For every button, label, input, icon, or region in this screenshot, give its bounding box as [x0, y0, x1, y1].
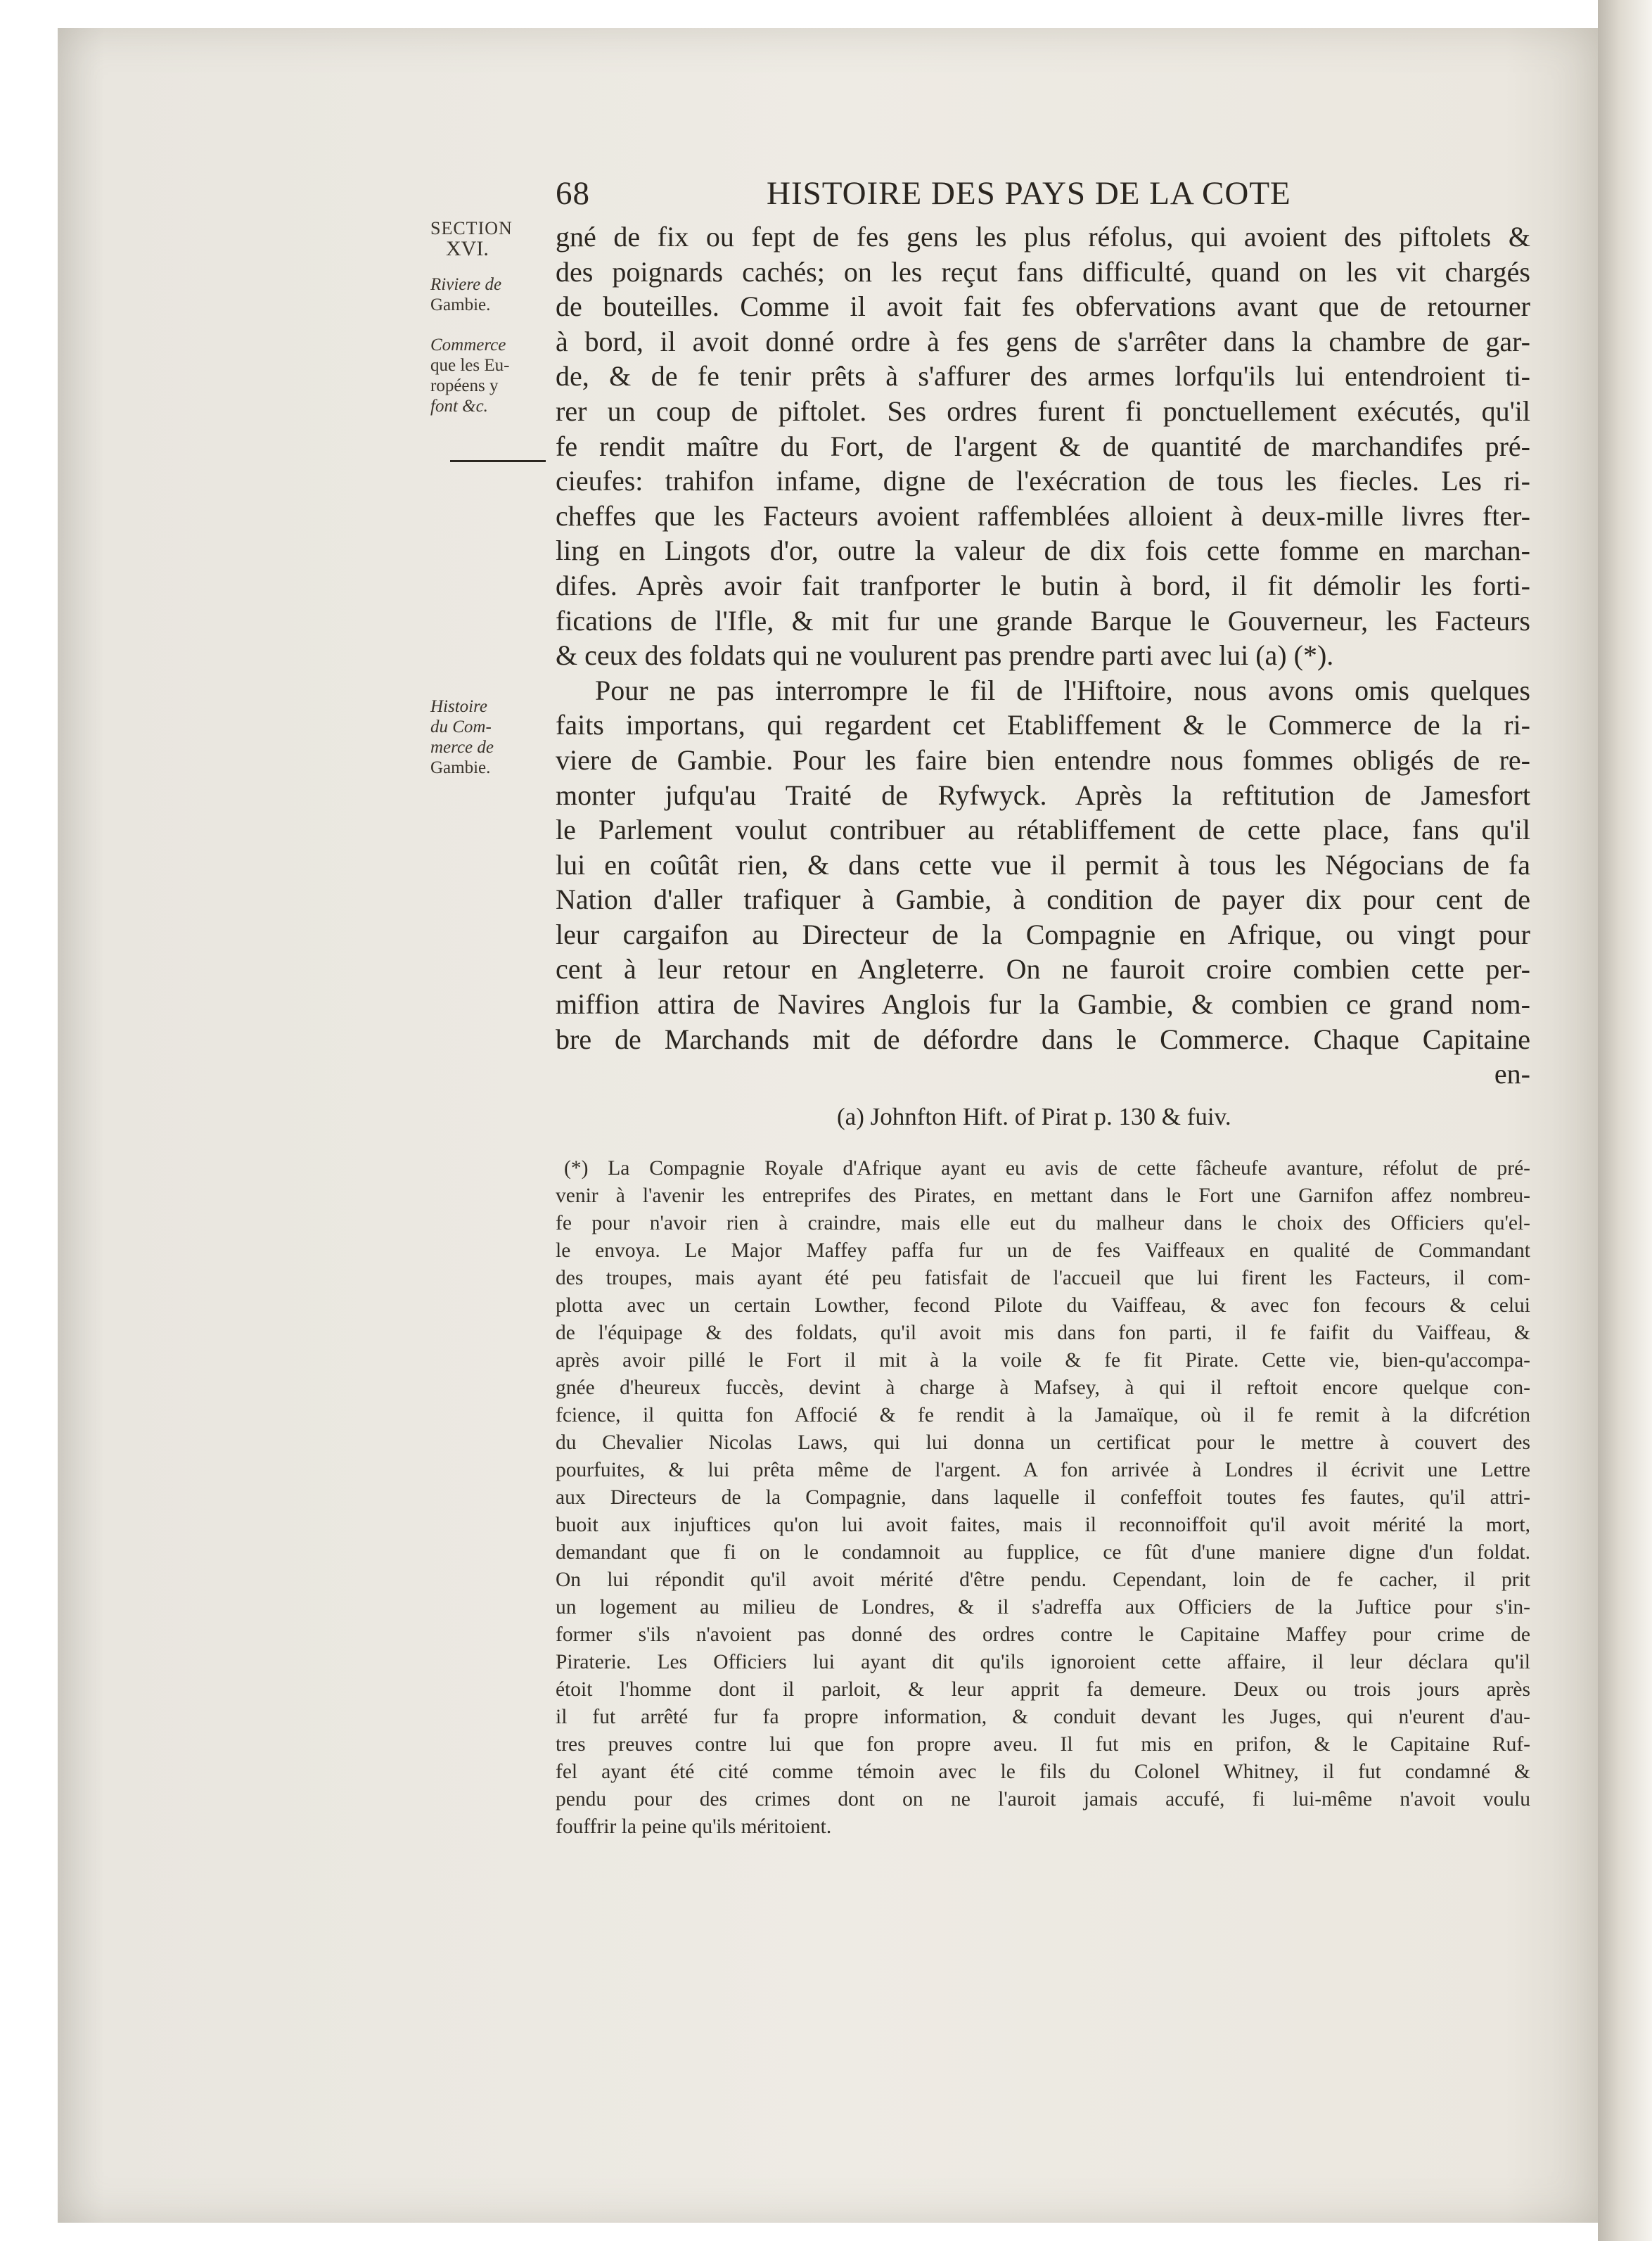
- footnote-star: [556, 1155, 1530, 1841]
- page-header: [556, 174, 1343, 217]
- text-line: bre de Marchands mit de défordre dans le Commerce. Chaque Capitaine: [556, 1023, 1530, 1055]
- footnote-line: venir à l'avenir les entreprifes des Pirates, en mettant dans le Fort une Garnifon affez nombreu-: [556, 1185, 1530, 1207]
- text-line: difes. Après avoir fait tranfporter le butin à bord, il fit démolir les forti-: [556, 569, 1530, 601]
- footnote-line: On lui répondit qu'il avoit mérité d'être pendu. Cependant, loin de fe cacher, il prit: [556, 1569, 1530, 1591]
- footnote-line: fouffrir la peine qu'ils méritoient.: [556, 1815, 832, 1838]
- text-line: rer un coup de piftolet. Ses ordres furent fi ponctuellement exécutés, qu'il: [556, 395, 1530, 427]
- margin-note-commerce: [430, 335, 544, 416]
- text-line: fe rendit maître du Fort, de l'argent & de quantité de marchandifes pré-: [556, 430, 1530, 462]
- margin-note-line: Riviere de: [430, 275, 502, 294]
- page-number: 68: [556, 175, 590, 212]
- footnote-line: fel ayant été cité comme témoin avec le fils du Colonel Whitney, il fut condamné &: [556, 1761, 1530, 1783]
- text-line: fications de l'Ifle, & mit fur une grande Barque le Gouverneur, les Facteurs: [556, 604, 1530, 637]
- footnote-line: buoit aux injuftices qu'on lui avoit faites, mais il reconnoiffoit qu'il avoit mérité la mort,: [556, 1514, 1530, 1536]
- text-line: lui en coûtât rien, & dans cette vue il permit à tous les Négocians de fa: [556, 848, 1530, 881]
- footnote-line: fe pour n'avoir rien à craindre, mais elle eut du malheur dans le choix des Officiers qu'el-: [556, 1212, 1530, 1234]
- footnote-line: des troupes, mais ayant été peu fatisfait de l'accueil que lui firent les Facteurs, il com-: [556, 1267, 1530, 1289]
- footnote-line: après avoir pillé le Fort il mit à la voile & fe fit Pirate. Cette vie, bien-qu'accompa-: [556, 1349, 1530, 1372]
- text-line: leur cargaifon au Directeur de la Compagnie en Afrique, ou vingt pour: [556, 918, 1530, 950]
- footnote-line: pendu pour des crimes dont on ne l'auroit jamais accufé, fi lui-même n'avoit voulu: [556, 1788, 1530, 1811]
- margin-note-line: que les Eu-: [430, 356, 510, 375]
- footnote-line: tres preuves contre lui que fon propre aveu. Il fut mis en prifon, & le Capitaine Ruf-: [556, 1733, 1530, 1756]
- text-line: de bouteilles. Comme il avoit fait fes obfervations avant que de retourner: [556, 290, 1530, 323]
- text-line: Pour ne pas interrompre le fil de l'Hiftoire, nous avons omis quelques: [595, 674, 1530, 706]
- text-line: gné de fix ou fept de fes gens les plus réfolus, qui avoient des piftolets &: [556, 221, 1530, 253]
- margin-note-line: du Com-: [430, 717, 492, 736]
- page-edge: [1598, 0, 1652, 2241]
- footnote-line: du Chevalier Nicolas Laws, qui lui donna un certificat pour le mettre à couvert des: [556, 1431, 1530, 1454]
- footnote-line: étoit l'homme dont il parloit, & leur apprit fa demeure. Deux ou trois jours après: [556, 1678, 1530, 1701]
- footnote-line: former s'ils n'avoient pas donné des ordres contre le Capitaine Maffey pour crime de: [556, 1623, 1530, 1646]
- footnote-line: demandant que fi on le condamnoit au fupplice, ce fût d'une maniere digne d'un foldat.: [556, 1541, 1530, 1564]
- catchword: en-: [1494, 1058, 1530, 1090]
- text-line: cheffes que les Facteurs avoient raffemblées alloient à deux-mille livres fter-: [556, 499, 1530, 532]
- text-line: des poignards cachés; on les reçut fans difficulté, quand on les vit chargés: [556, 255, 1530, 288]
- margin-note-line: merce de: [430, 738, 494, 757]
- text-line: à bord, il avoit donné ordre à fes gens de s'arrêter dans la chambre de gar-: [556, 325, 1530, 357]
- footnote-a: (a) Johnfton Hift. of Pirat p. 130 & fuiv.: [837, 1103, 1231, 1130]
- text-line: faits importans, qui regardent cet Etabliffement & le Commerce de la ri-: [556, 709, 1530, 741]
- footnote-line: Piraterie. Les Officiers lui ayant dit qu'ils ignoroient cette affaire, il leur déclara qu'il: [556, 1651, 1530, 1673]
- footnote-line: de l'équipage & des foldats, qu'il avoit mis dans fon parti, il fe faifit du Vaiffeau, &: [556, 1322, 1530, 1344]
- footnote-line: un logement au milieu de Londres, & il s'adreffa aux Officiers de la Juftice pour s'in-: [556, 1596, 1530, 1618]
- text-line: cent à leur retour en Angleterre. On ne fauroit croire combien cette per-: [556, 953, 1530, 985]
- margin-note-line: font &c.: [430, 397, 488, 416]
- main-text: [556, 219, 1530, 1092]
- margin-note-line: XVI.: [446, 237, 489, 260]
- margin-note-line: Histoire: [430, 697, 488, 716]
- footnote-line: plotta avec un certain Lowther, fecond Pilote du Vaiffeau, & avec fon fecours & celui: [556, 1294, 1530, 1317]
- margin-note-line: Gambie.: [430, 295, 491, 314]
- footnote-line: gnée d'heureux fuccès, devint à charge à Mafsey, à qui il reftoit encore quelque con-: [556, 1377, 1530, 1399]
- margin-rule: [450, 460, 546, 462]
- text-line: de, & de fe tenir prêts à s'affurer des armes lorfqu'ils lui entendroient ti-: [556, 360, 1530, 392]
- text-line: monter jufqu'au Traité de Ryfwyck. Après la reftitution de Jamesfort: [556, 779, 1530, 811]
- footnote-line: (*) La Compagnie Royale d'Afrique ayant eu avis de cette fâcheufe avanture, réfolut de pré-: [564, 1157, 1530, 1180]
- text-line: cieufes: trahifon infame, digne de l'exécration de tous les fiecles. Les ri-: [556, 465, 1530, 497]
- running-head: HISTOIRE DES PAYS DE LA COTE: [767, 175, 1291, 212]
- footnote-line: aux Directeurs de la Compagnie, dans laquelle il confeffoit toutes fes fautes, qu'il attri-: [556, 1486, 1530, 1509]
- text-line: le Parlement voulut contribuer au rétabliffement de cette place, fans qu'il: [556, 814, 1530, 846]
- margin-note-line: SECTION: [430, 218, 513, 238]
- margin-note-line: ropéens y: [430, 376, 499, 395]
- margin-note-line: Gambie.: [430, 758, 491, 777]
- margin-note-section: [430, 218, 544, 259]
- text-line: Nation d'aller trafiquer à Gambie, à condition de payer dix pour cent de: [556, 883, 1530, 916]
- footnote-line: il fut arrêté fur fa propre information, & conduit devant les Juges, qui n'eurent d'au-: [556, 1706, 1530, 1728]
- margin-note-histoire: [430, 696, 544, 778]
- footnote-line: le envoya. Le Major Maffey paffa fur un de fes Vaiffeaux en qualité de Commandant: [556, 1239, 1530, 1262]
- text-line: & ceux des foldats qui ne voulurent pas prendre parti avec lui (a) (*).: [556, 639, 1334, 672]
- margin-note-riviere: [430, 274, 544, 315]
- footnote-line: fcience, il quitta fon Affocié & fe rendit à la Jamaïque, où il fe remit à la difcrétion: [556, 1404, 1530, 1426]
- text-line: ling en Lingots d'or, outre la valeur de dix fois cette fomme en marchan-: [556, 535, 1530, 567]
- footnote-line: pourfuites, & lui prêta même de l'argent. A fon arrivée à Londres il écrivit une Lettre: [556, 1459, 1530, 1481]
- text-line: miffion attira de Navires Anglois fur la Gambie, & combien ce grand nom-: [556, 988, 1530, 1021]
- margin-note-line: Commerce: [430, 336, 506, 355]
- text-line: viere de Gambie. Pour les faire bien entendre nous fommes obligés de re-: [556, 743, 1530, 776]
